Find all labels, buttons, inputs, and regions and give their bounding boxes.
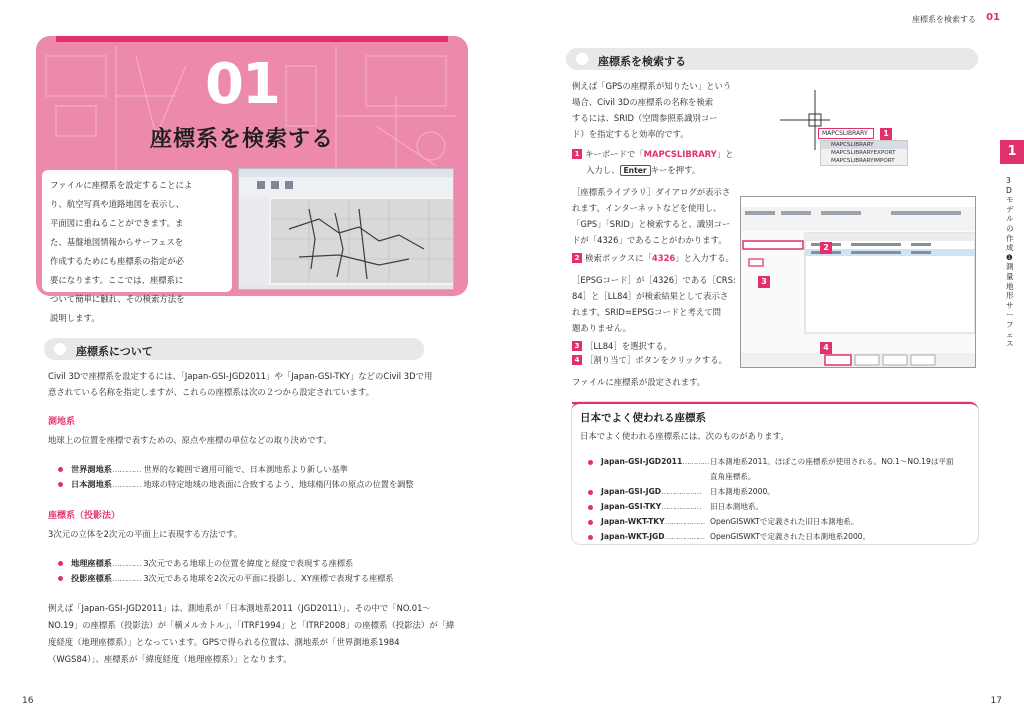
leader-dots: ……………… bbox=[661, 502, 701, 511]
leader-dots: ………… bbox=[111, 573, 141, 583]
civil3d-screenshot bbox=[238, 168, 454, 290]
bullet-dot-icon bbox=[576, 53, 588, 65]
item-desc: OpenGISWKTで定義された旧日本測地系。 bbox=[710, 517, 859, 526]
autocomplete-item[interactable]: MAPCSLIBRARYIMPORT bbox=[831, 158, 895, 164]
list-item bbox=[588, 454, 972, 484]
geodetic-list bbox=[58, 462, 478, 492]
info-box-accent bbox=[572, 402, 832, 404]
coordinate-library-dialog bbox=[740, 196, 976, 368]
dialog-illustration bbox=[741, 197, 976, 368]
chapter-number: 01 bbox=[205, 52, 279, 117]
item-term: 投影座標系 bbox=[71, 573, 112, 583]
text-line: 意されている名称を指定しますが、これらの座標系は次の２つから設定されています。 bbox=[48, 387, 374, 397]
chapter-intro bbox=[42, 170, 232, 323]
text-line: ドが「4326」であることがわかります。 bbox=[572, 235, 727, 245]
command-input[interactable]: MAPCSLIBRARY bbox=[818, 128, 874, 139]
list-item bbox=[58, 571, 478, 586]
step-text: 入力し、 bbox=[586, 165, 620, 175]
text-line: ［EPSGコード］が［4326］である［CRS: bbox=[572, 275, 736, 285]
page-number-left: 16 bbox=[22, 696, 34, 706]
step-4 bbox=[572, 352, 738, 368]
list-item bbox=[588, 484, 972, 499]
callout-1: 1 bbox=[880, 128, 892, 140]
list-item bbox=[588, 499, 972, 514]
text-line: （WGS84）」、座標系が「緯度経度（地理座標系）」となります。 bbox=[48, 654, 292, 664]
step-1-line-2 bbox=[572, 162, 752, 179]
list-item bbox=[588, 529, 972, 544]
info-box-intro: 日本でよく使われる座標系には、次のものがあります。 bbox=[580, 431, 789, 441]
step-highlight: MAPCSLIBRARY bbox=[643, 149, 717, 159]
intro-line: た、基盤地図情報からサーフェスを bbox=[50, 237, 184, 247]
item-desc: 世界的な範囲で適用可能で、日本測地系より新しい基準 bbox=[143, 464, 348, 474]
item-desc: 旧日本測地系。 bbox=[710, 502, 764, 511]
bullet-icon bbox=[58, 467, 63, 472]
intro-line: ついて簡単に触れ、その検索方法を bbox=[50, 294, 185, 304]
item-term: Japan-GSI-JGD2011 bbox=[601, 457, 683, 466]
item-term: Japan-GSI-JGD bbox=[601, 487, 662, 496]
text-line: れます。SRID=EPSGコードと考えて問 bbox=[572, 307, 722, 317]
chapter-side-label: 3Dモデルの作成❶ 測量地形サーフェス bbox=[1006, 176, 1014, 349]
intro-line: 平面図に重ねることができます。ま bbox=[50, 218, 184, 228]
text-line: れます。インターネットなどを使用し、 bbox=[572, 203, 722, 213]
intro-line: 要になります。ここでは、座標系に bbox=[50, 275, 184, 285]
step-text: キーを押す。 bbox=[650, 165, 701, 175]
map-screenshot-illustration bbox=[239, 169, 454, 290]
item-desc: 地球の特定地域の地表面に合致するよう、地球楕円体の原点の位置を調整 bbox=[143, 479, 414, 489]
item-desc: OpenGISWKTで定義された日本測地系2000。 bbox=[710, 532, 871, 541]
text-line: ［座標系ライブラリ］ダイアログが表示さ bbox=[572, 187, 731, 197]
step-number-3: 3 bbox=[572, 341, 582, 351]
running-header-title: 座標系を検索する bbox=[912, 15, 976, 24]
bullet-icon bbox=[588, 520, 593, 525]
text-line: 「GPS」「SRID」と検索すると、識別コー bbox=[572, 219, 731, 229]
projection-desc: 3次元の立体を2次元の平面上に表現する方法です。 bbox=[48, 529, 243, 539]
leader-dots: ……………… bbox=[664, 517, 705, 526]
bullet-icon bbox=[588, 460, 593, 465]
item-term: 日本測地系 bbox=[71, 479, 112, 489]
item-desc: 3次元である地球上の位置を緯度と経度で表現する座標系 bbox=[143, 558, 354, 568]
item-term: Japan-WKT-TKY bbox=[601, 517, 665, 526]
text-line: NO.19」の座標系（投影法）が「横メルカトル」、「ITRF1994」と「ITRF2008」の座標系（投影法）が「緯 bbox=[48, 620, 455, 630]
autocomplete-item[interactable]: MAPCSLIBRARYEXPORT bbox=[831, 150, 896, 156]
intro-line: ファイルに座標系を設定することによ bbox=[50, 180, 193, 190]
section-heading-search bbox=[566, 48, 978, 70]
item-desc: 日本測地系2011。ほぼこの座標系が使用される。NO.1～NO.19は平面 bbox=[710, 457, 954, 466]
leader-dots: ……………… bbox=[661, 487, 701, 496]
intro-line: り、航空写真や道路地図を表示し、 bbox=[50, 199, 184, 209]
search-paragraph-2 bbox=[572, 184, 738, 248]
info-box-title: 日本でよく使われる座標系 bbox=[580, 412, 706, 424]
paragraph-1 bbox=[48, 368, 468, 400]
item-term: Japan-WKT-JGD bbox=[601, 532, 665, 541]
item-term: Japan-GSI-TKY bbox=[601, 502, 662, 511]
step-text: キーボードで「 bbox=[585, 149, 644, 159]
text-line: 度経度（地理座標系）」となっています。GPSで得られる位置は、測地系が「世界測地系1984 bbox=[48, 637, 400, 647]
leader-dots: ………… bbox=[111, 464, 141, 474]
text-line: するには、SRID（空間参照系識別コー bbox=[572, 113, 718, 123]
step-number-2: 2 bbox=[572, 253, 582, 263]
item-desc: 日本測地系2000。 bbox=[710, 487, 775, 496]
section-heading-about bbox=[44, 338, 424, 360]
text-line: 例えば「GPSの座標系が知りたい」という bbox=[572, 81, 732, 91]
leader-dots: ………… bbox=[682, 457, 709, 466]
list-item bbox=[58, 556, 478, 571]
step-text: ［LL84］を選択する。 bbox=[585, 341, 672, 351]
list-item bbox=[58, 477, 478, 492]
callout-3: 3 bbox=[758, 276, 770, 288]
intro-line: 作成するためにも座標系の指定が必 bbox=[50, 256, 184, 266]
enter-key: Enter bbox=[620, 165, 651, 176]
autocomplete-item[interactable]: MAPCSLIBRARY bbox=[821, 141, 907, 149]
leader-dots: ………… bbox=[111, 479, 141, 489]
command-autocomplete-illustration bbox=[760, 90, 910, 170]
leader-dots: ………… bbox=[111, 558, 141, 568]
autocomplete-list bbox=[820, 140, 908, 166]
bullet-dot-icon bbox=[54, 343, 66, 355]
chapter-side-tab: 1 bbox=[1000, 140, 1024, 164]
subheading-geodetic: 測地系 bbox=[48, 417, 76, 427]
bullet-icon bbox=[588, 490, 593, 495]
text-line: Civil 3Dで座標系を設定するには、「Japan-GSI-JGD2011」や「Japan-GSI-TKY」などのCivil 3Dで用 bbox=[48, 371, 433, 381]
subheading-projection: 座標系（投影法） bbox=[48, 511, 121, 521]
item-desc: 直角座標系。 bbox=[710, 472, 756, 481]
step-text: 」と bbox=[716, 149, 734, 159]
item-term: 世界測地系 bbox=[71, 464, 112, 474]
info-box-list bbox=[588, 454, 972, 544]
step-highlight: 4326 bbox=[651, 253, 676, 263]
section-title: 座標系について bbox=[76, 345, 153, 358]
page-number-right: 17 bbox=[990, 696, 1002, 706]
chapter-title: 座標系を検索する bbox=[150, 127, 335, 152]
search-result-text: ファイルに座標系が設定されます。 bbox=[572, 377, 706, 387]
bullet-icon bbox=[58, 576, 63, 581]
text-line: 場合、Civil 3Dの座標系の名称を検索 bbox=[572, 97, 714, 107]
step-text: 検索ボックスに「 bbox=[585, 253, 652, 263]
text-line: ド）を指定すると効率的です。 bbox=[572, 129, 689, 139]
card-accent-bar bbox=[56, 36, 448, 42]
list-item bbox=[58, 462, 478, 477]
bullet-icon bbox=[588, 505, 593, 510]
paragraph-2 bbox=[48, 600, 468, 668]
bullet-icon bbox=[58, 482, 63, 487]
step-number-1: 1 bbox=[572, 149, 582, 159]
step-2 bbox=[572, 250, 738, 266]
callout-2: 2 bbox=[820, 242, 832, 254]
text-line: 84］と［LL84］が検索結果として表示さ bbox=[572, 291, 729, 301]
running-header-number: 01 bbox=[986, 12, 1000, 23]
list-item bbox=[588, 514, 972, 529]
step-1 bbox=[572, 146, 752, 179]
step-number-4: 4 bbox=[572, 355, 582, 365]
text-line: 例えば「Japan-GSI-JGD2011」は、測地系が「日本測地系2011（JGD2011）」、その中で「NO.01～ bbox=[48, 603, 431, 613]
step-1-line bbox=[572, 146, 752, 162]
bullet-icon bbox=[58, 561, 63, 566]
geodetic-desc: 地球上の位置を座標で表すための、原点や座標の単位などの取り決めです。 bbox=[48, 435, 332, 445]
callout-4: 4 bbox=[820, 342, 832, 354]
bullet-icon bbox=[588, 535, 593, 540]
item-term: 地理座標系 bbox=[71, 558, 112, 568]
item-desc: 3次元である地球を2次元の平面に投影し、XY座標で表現する座標系 bbox=[143, 573, 394, 583]
step-text: 」と入力する。 bbox=[675, 253, 734, 263]
search-paragraph-3 bbox=[572, 272, 738, 336]
text-line: 題ありません。 bbox=[572, 323, 632, 333]
projection-list bbox=[58, 556, 478, 586]
leader-dots: ……………… bbox=[664, 532, 705, 541]
intro-line: 説明します。 bbox=[50, 313, 100, 323]
step-text: ［割り当て］ボタンをクリックする。 bbox=[585, 355, 728, 365]
section-title: 座標系を検索する bbox=[598, 55, 686, 68]
search-paragraph-1 bbox=[572, 78, 738, 142]
